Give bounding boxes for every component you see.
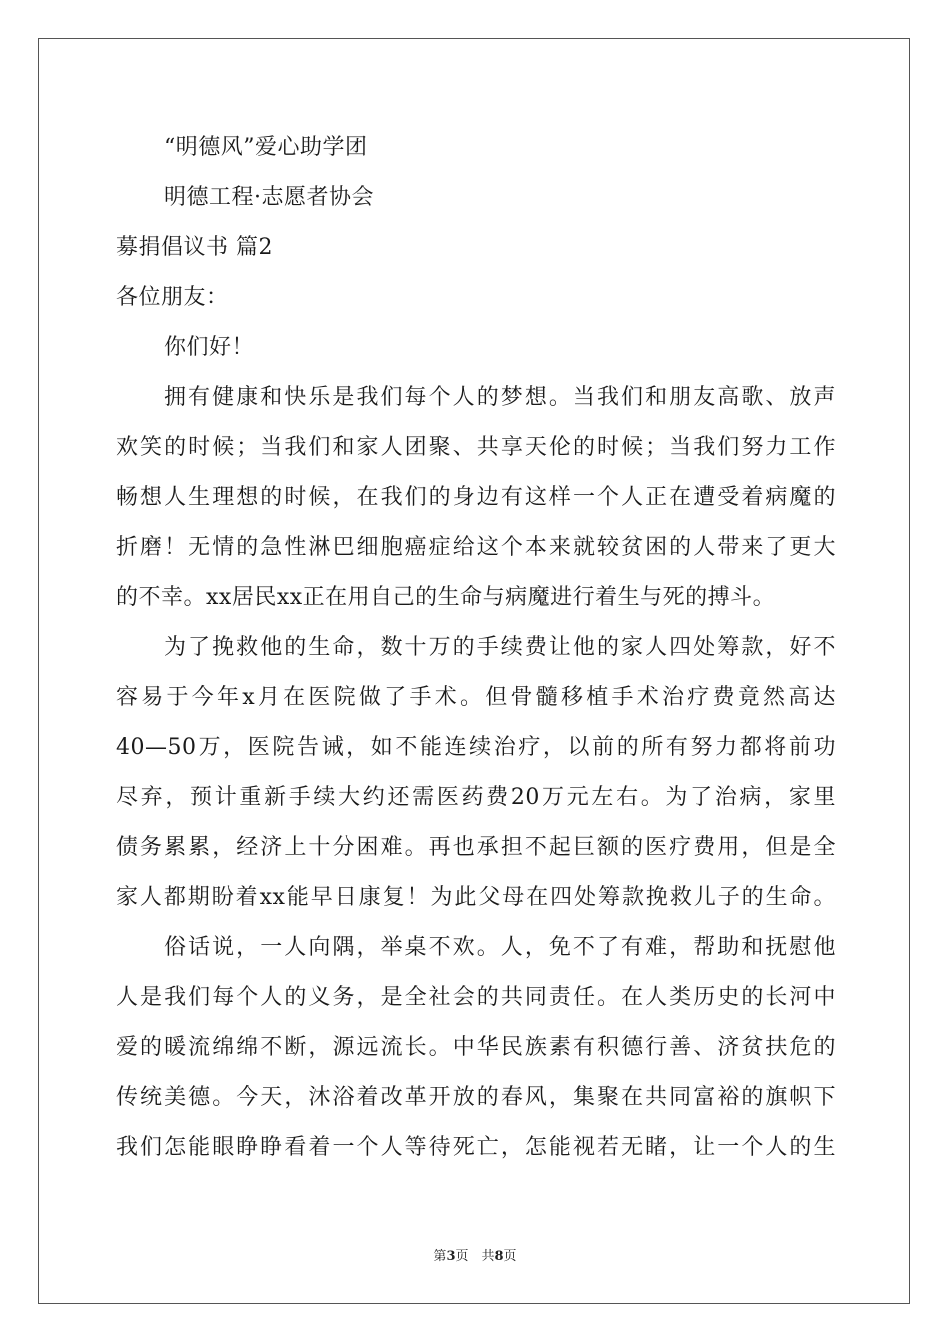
section-heading: 募捐倡议书 篇2	[116, 235, 273, 260]
paragraph-line: 40—50万，医院告诫，如不能连续治疗，以前的所有努力都将前功	[116, 735, 836, 760]
salutation: 各位朋友：	[116, 285, 229, 310]
total-page-number: 8	[494, 1249, 504, 1264]
paragraph-line: 为了挽救他的生命，数十万的手续费让他的家人四处筹款，好不	[164, 635, 836, 660]
paragraph-line: 传统美德。今天，沐浴着改革开放的春风，集聚在共同富裕的旗帜下	[116, 1085, 836, 1110]
page-border	[38, 38, 910, 1304]
paragraph-line: 债务累累，经济上十分困难。再也承担不起巨额的医疗费用，但是全	[116, 835, 836, 860]
signature-group-name: “明德风”爱心助学团	[164, 135, 368, 160]
paragraph-line: 我们怎能眼睁睁看着一个人等待死亡，怎能视若无睹，让一个人的生	[116, 1135, 836, 1160]
paragraph-line: 容易于今年x月在医院做了手术。但骨髓移植手术治疗费竟然高达	[116, 685, 836, 710]
paragraph-line: 畅想人生理想的时候，在我们的身边有这样一个人正在遭受着病魔的	[116, 485, 836, 510]
greeting: 你们好！	[164, 335, 255, 360]
paragraph-line: 的不幸。xx居民xx正在用自己的生命与病魔进行着生与死的搏斗。	[116, 585, 776, 610]
footer-suffix: 页	[503, 1249, 517, 1264]
paragraph-line: 家人都期盼着xx能早日康复！为此父母在四处筹款挽救儿子的生命。	[116, 885, 836, 910]
paragraph-line: 折磨！无情的急性淋巴细胞癌症给这个本来就较贫困的人带来了更大	[116, 535, 836, 560]
paragraph-line: 俗话说，一人向隅，举桌不欢。人，免不了有难，帮助和抚慰他	[164, 935, 836, 960]
paragraph-line: 欢笑的时候；当我们和家人团聚、共享天伦的时候；当我们努力工作	[116, 435, 836, 460]
paragraph-line: 爱的暖流绵绵不断，源远流长。中华民族素有积德行善、济贫扶危的	[116, 1035, 836, 1060]
paragraph-line: 人是我们每个人的义务，是全社会的共同责任。在人类历史的长河中	[116, 985, 836, 1010]
paragraph-line: 拥有健康和快乐是我们每个人的梦想。当我们和朋友高歌、放声	[164, 385, 836, 410]
paragraph-line: 尽弃，预计重新手续大约还需医药费20万元左右。为了治病，家里	[116, 785, 836, 810]
footer-mid: 页 共	[455, 1249, 495, 1264]
page-footer	[0, 1248, 950, 1266]
signature-organization: 明德工程·志愿者协会	[164, 185, 374, 210]
footer-prefix: 第	[433, 1249, 447, 1264]
current-page-number: 3	[446, 1249, 456, 1264]
